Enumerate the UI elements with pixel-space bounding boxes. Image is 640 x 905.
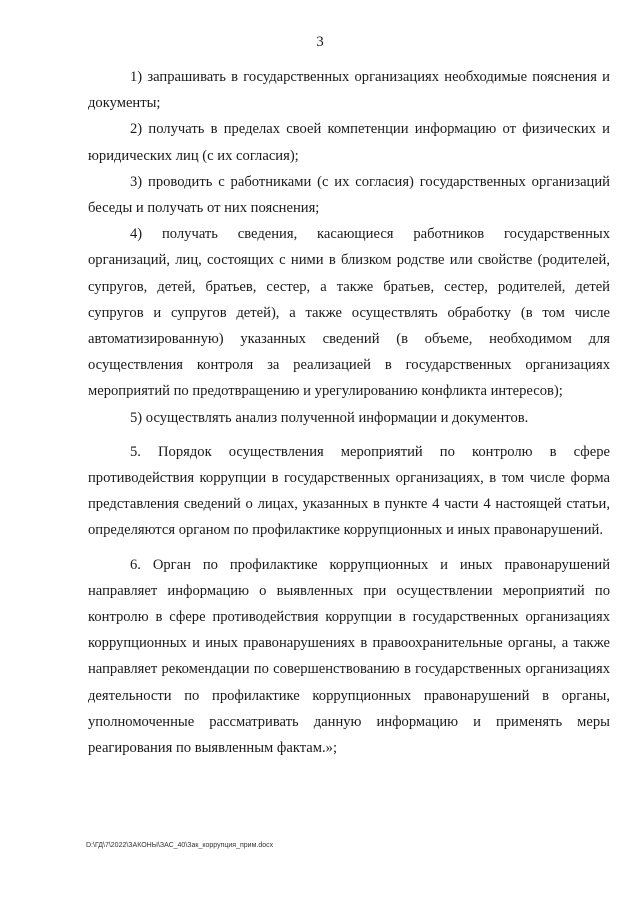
paragraph-item-1: 1) запрашивать в государственных организациях необходимые пояснения и документы; xyxy=(88,69,610,112)
paragraph-item-3: 3) проводить с работниками (с их согласия) государственных организаций беседы и получать от них пояснения; xyxy=(88,173,610,217)
paragraph-clause-5: 5. Порядок осуществления мероприятий по контролю в сфере противодействия коррупции в государственных организациях, в том числе форма представления сведений о лицах, указанных в пункте 4 части 4 настоящей статьи, определяются органом по профилактике коррупционных и иных правонарушений. xyxy=(88,443,610,539)
footer-file-path: D:\ГД\7\2022\ЗАКОНЫ\ЗАС_40\Зак_коррупция_прим.docx xyxy=(86,842,274,849)
paragraph-clause-6: 6. Орган по профилактике коррупционных и иных правонарушений направляет информацию о выявленных при осуществлении мероприятий по контролю в сфере противодействия коррупции в государственных организациях коррупционных и иных правонарушениях в правоохранительные органы, а также направляет рекомендации по совершенствованию в государственных организациях деятельности по профилактике коррупционных правонарушений в органы, уполномоченные рассматривать данную информацию и применять меры реагирования по выявленным фактам.»; xyxy=(88,556,610,757)
paragraph-item-4: 4) получать сведения, касающиеся работников государственных организаций, лиц, состоящих с ними в близком родстве или свойстве (родителей, супругов, детей, братьев, сестер, а также братьев, сестер, родителей, детей супругов и супругов детей), а также осуществлять обработку (в том числе автоматизированную) указанных сведений (в объеме, необходимом для осуществления контроля за реализацией в государственных организациях мероприятий по предотвращению и урегулированию конфликта интересов); xyxy=(88,226,610,400)
document-body xyxy=(88,64,610,761)
page-number: 3 xyxy=(316,34,324,50)
paragraph-item-5: 5) осуществлять анализ полученной информации и документов. xyxy=(130,409,529,426)
paragraph-item-2: 2) получать в пределах своей компетенции информацию от физических и юридических лиц (с их согласия); xyxy=(88,121,610,164)
